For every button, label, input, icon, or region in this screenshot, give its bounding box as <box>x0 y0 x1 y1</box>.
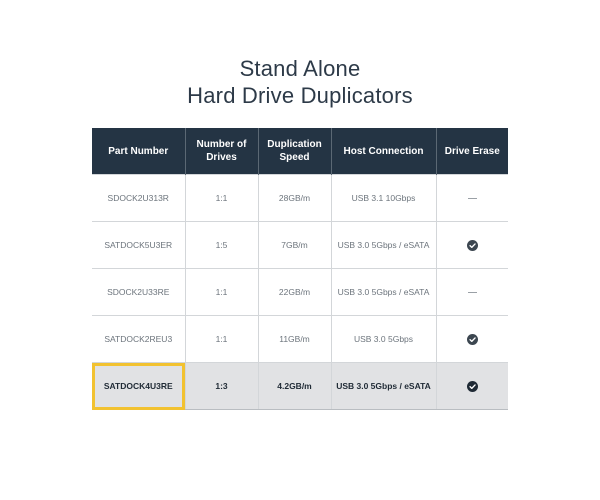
cell-drive-erase <box>436 316 508 363</box>
header-number-of-drives: Number of Drives <box>185 128 258 175</box>
title-line-2: Hard Drive Duplicators <box>187 83 413 108</box>
cell-number-of-drives: 1:5 <box>185 222 258 269</box>
page-title <box>0 55 600 109</box>
cell-host-connection: USB 3.1 10Gbps <box>331 175 436 222</box>
cell-duplication-speed: 4.2GB/m <box>258 363 331 410</box>
check-icon <box>467 240 478 251</box>
cell-duplication-speed: 22GB/m <box>258 269 331 316</box>
cell-part-number-selected: SATDOCK4U3RE <box>92 363 185 410</box>
cell-host-connection: USB 3.0 5Gbps <box>331 316 436 363</box>
header-part-number: Part Number <box>92 128 185 175</box>
cell-drive-erase <box>436 363 508 410</box>
cell-host-connection: USB 3.0 5Gbps / eSATA <box>331 222 436 269</box>
cell-number-of-drives: 1:1 <box>185 175 258 222</box>
cell-duplication-speed: 11GB/m <box>258 316 331 363</box>
cell-number-of-drives: 1:3 <box>185 363 258 410</box>
cell-host-connection: USB 3.0 5Gbps / eSATA <box>331 269 436 316</box>
check-icon <box>467 334 478 345</box>
cell-number-of-drives: 1:1 <box>185 269 258 316</box>
cell-duplication-speed: 7GB/m <box>258 222 331 269</box>
table-row <box>92 269 508 316</box>
dash-icon <box>468 198 477 199</box>
cell-drive-erase <box>436 175 508 222</box>
comparison-table <box>92 128 508 410</box>
table-row-highlighted <box>92 363 508 410</box>
cell-part-number: SATDOCK5U3ER <box>92 222 185 269</box>
header-duplication-speed: Duplication Speed <box>258 128 331 175</box>
title-line-1: Stand Alone <box>239 56 361 81</box>
check-icon <box>467 381 478 392</box>
cell-number-of-drives: 1:1 <box>185 316 258 363</box>
cell-part-number: SATDOCK2REU3 <box>92 316 185 363</box>
header-host-connection: Host Connection <box>331 128 436 175</box>
table-header-row <box>92 128 508 175</box>
cell-host-connection: USB 3.0 5Gbps / eSATA <box>331 363 436 410</box>
cell-duplication-speed: 28GB/m <box>258 175 331 222</box>
table-row <box>92 316 508 363</box>
cell-drive-erase <box>436 269 508 316</box>
table-row <box>92 222 508 269</box>
header-drive-erase: Drive Erase <box>436 128 508 175</box>
dash-icon <box>468 292 477 293</box>
cell-drive-erase <box>436 222 508 269</box>
cell-part-number: SDOCK2U313R <box>92 175 185 222</box>
table-row <box>92 175 508 222</box>
cell-part-number: SDOCK2U33RE <box>92 269 185 316</box>
